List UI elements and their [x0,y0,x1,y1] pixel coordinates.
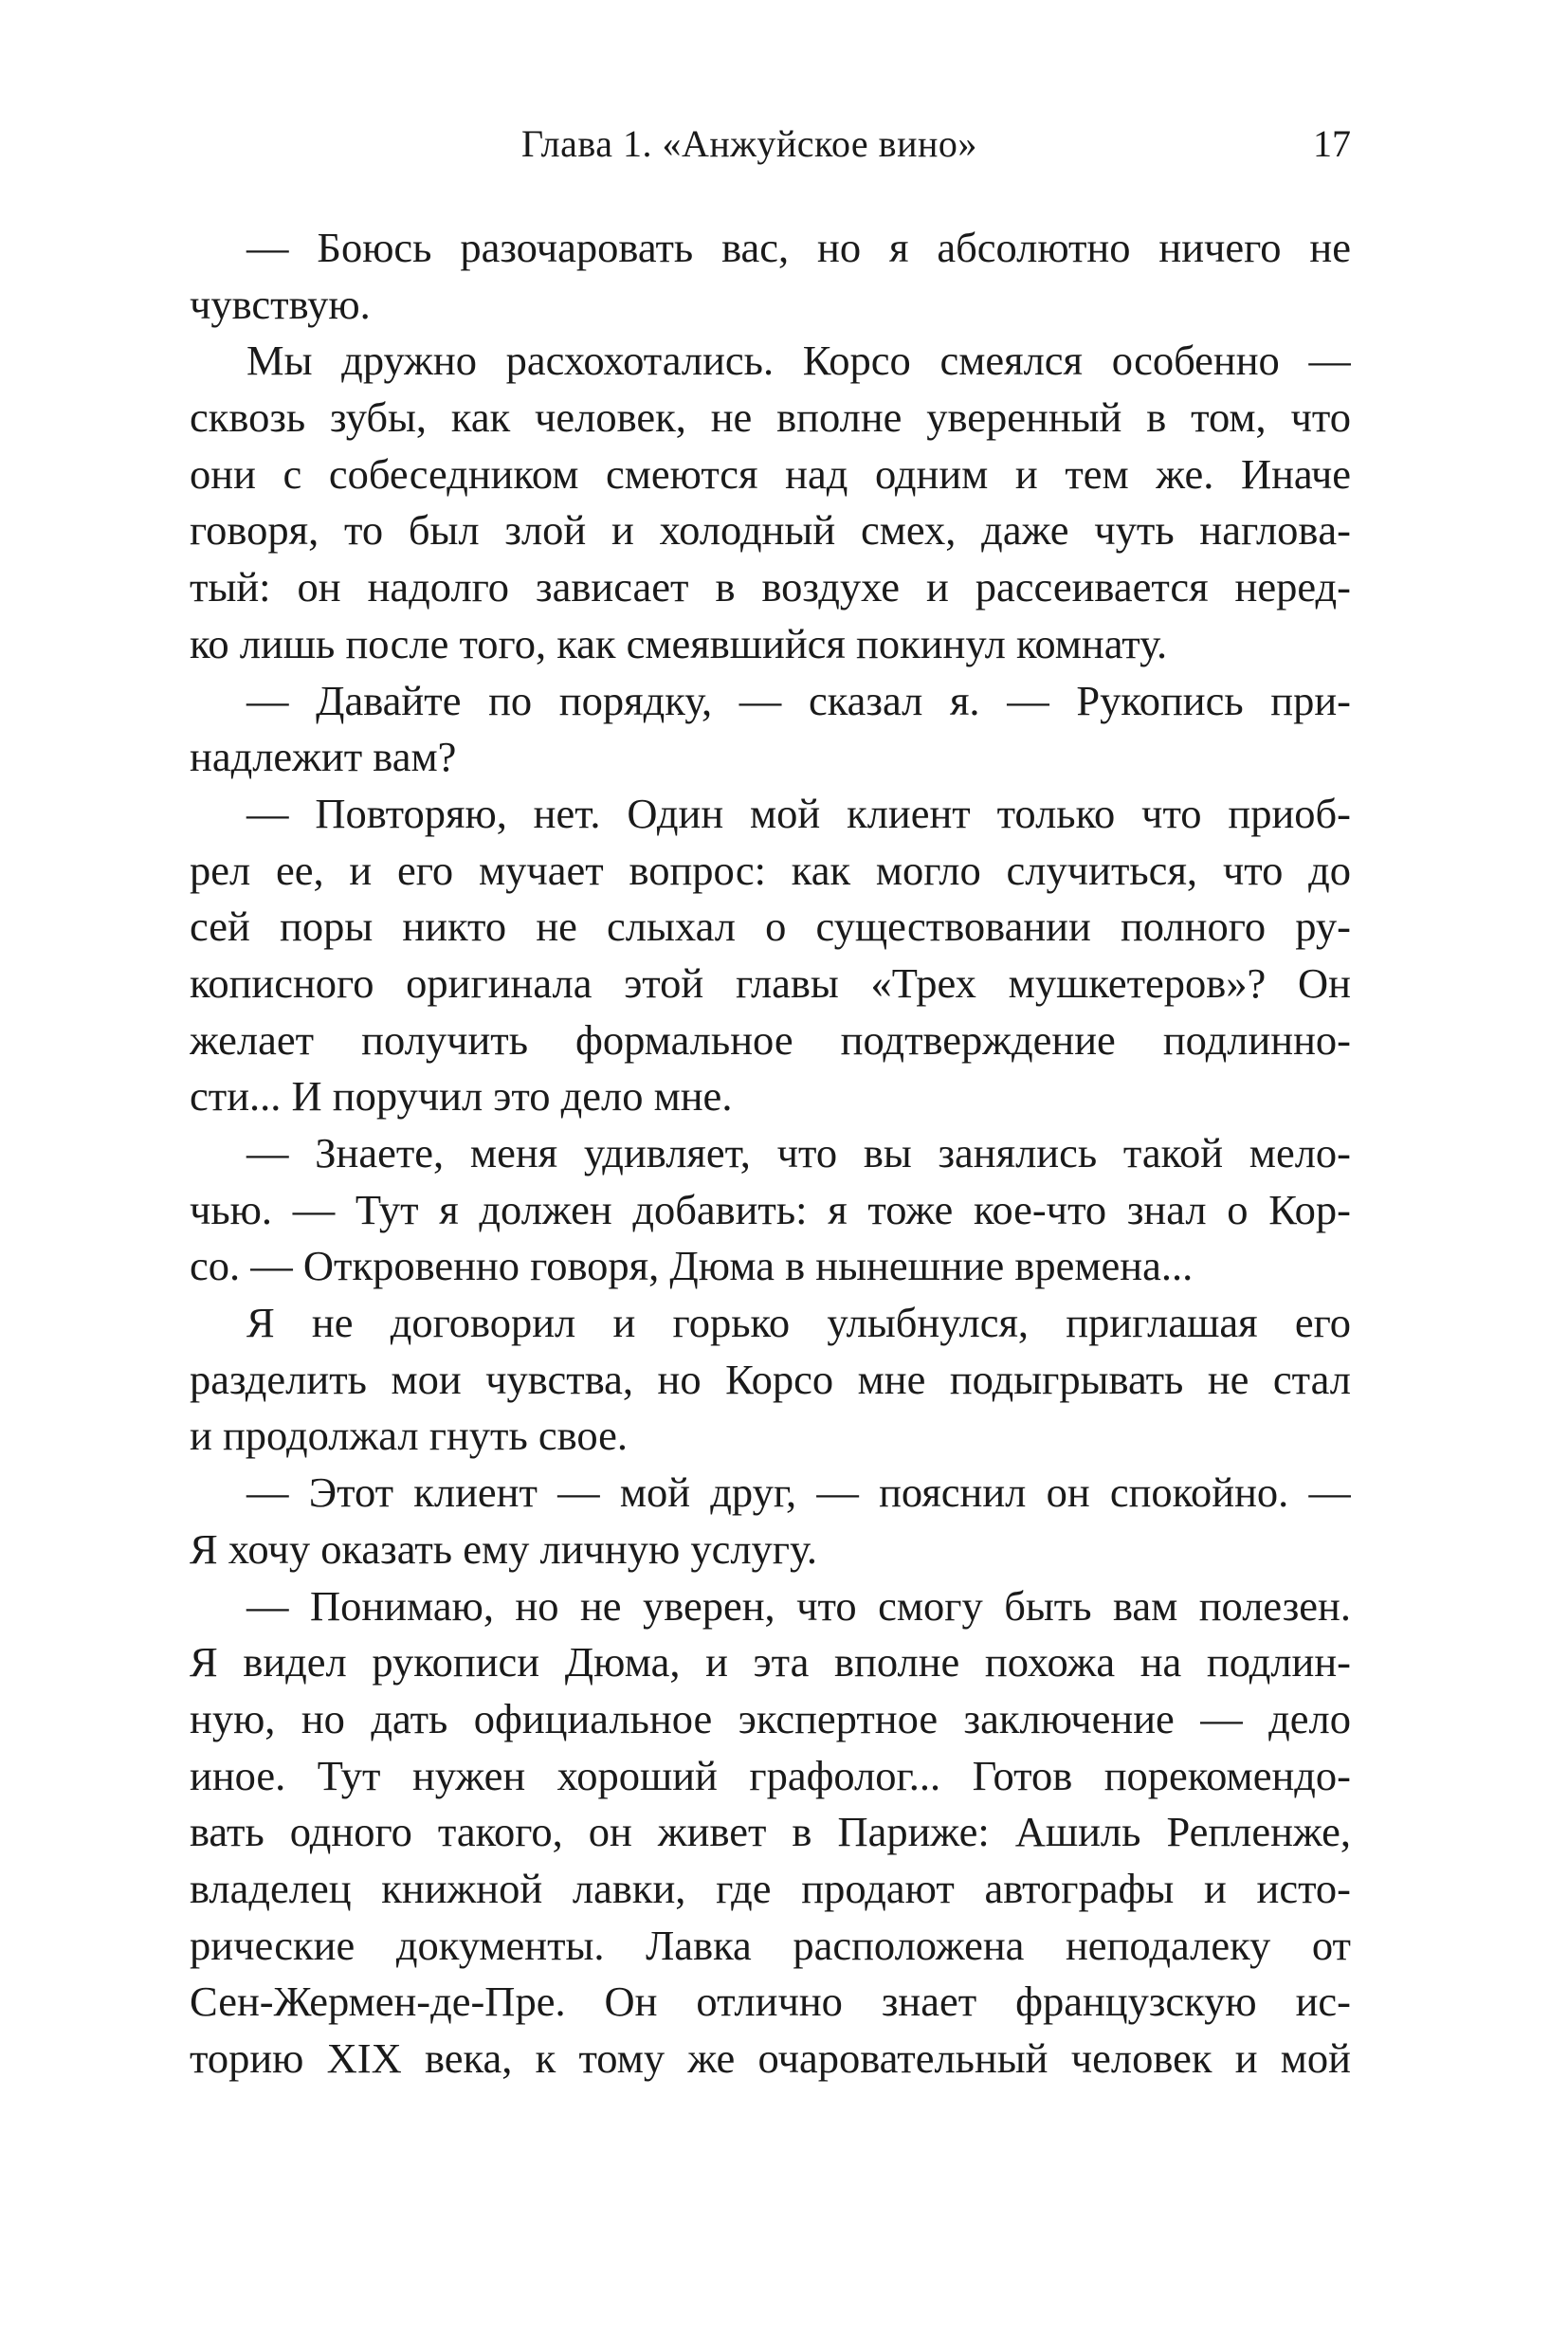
text-line: — Знаете, меня удивляет, что вы занялись такой мело- [246,1129,1351,1176]
text-line: и продолжал гнуть свое. [190,1412,629,1460]
text-line: надлежит вам? [190,733,457,781]
text-line: сей поры никто не слыхал о существовании полного ру- [190,903,1351,951]
text-line: Я хочу оказать ему личную услугу. [190,1524,817,1573]
text-line: рические документы. Лавка расположена неподалеку от [190,1921,1351,1969]
text-line: ную, но дать официальное экспертное заключение — дело [190,1694,1351,1742]
text-line: — Давайте по порядку, — сказал я. — Рукопись при- [246,676,1351,724]
text-line: иное. Тут нужен хороший графолог... Готов порекомендо- [190,1751,1351,1799]
text-line: сти... И поручил это дело мне. [190,1072,733,1121]
text-line: — Понимаю, но не уверен, что смогу быть вам полезен. [246,1581,1351,1630]
text-line: сквозь зубы, как человек, не вполне уверенный в том, что [190,393,1351,442]
text-line: со. — Откровенно говоря, Дюма в нынешние времена... [190,1242,1194,1290]
text-line: — Повторяю, нет. Один мой клиент только что приоб- [246,789,1351,837]
text-line: они с собеседником смеются над одним и тем же. Иначе [190,449,1351,498]
text-line: чувствую. [190,280,371,328]
text-line: вать одного такого, он живет в Париже: Ашиль Репленже, [190,1808,1351,1856]
text-line: желает получить формальное подтверждение подлинно- [190,1015,1351,1064]
text-line: тый: он надолго зависает в воздухе и рассеивается неред- [190,563,1351,611]
text-line: ко лишь после того, как смеявшийся покинул комнату. [190,619,1168,667]
text-line: говоря, то был злой и холодный смех, даже чуть нагловa- [190,506,1351,555]
chapter-title: Глава 1. «Анжуйское вино» [521,122,977,165]
page-number: 17 [1313,122,1351,165]
running-header [190,121,1351,178]
text-line: владелец книжной лавки, где продают автографы и исто- [190,1864,1351,1912]
text-line: Сен-Жермен-де-Пре. Он отлично знает французскую ис- [190,1978,1351,2026]
text-line: кописного оригинала этой главы «Трех мушкетеров»? Он [190,958,1351,1007]
text-line: — Этот клиент — мой друг, — пояснил он спокойно. — [246,1468,1351,1517]
text-line: Мы дружно расхохотались. Корсо смеялся особенно — [246,337,1351,385]
text-line: чью. — Тут я должен добавить: я тоже кое-что знал о Кор- [190,1185,1351,1233]
text-line: Я видел рукописи Дюма, и эта вполне похожа на подлин- [190,1638,1351,1687]
text-line: разделить мои чувства, но Корсо мне подыгрывать не стал [190,1355,1351,1403]
body-text [190,220,1351,2088]
text-line: — Боюсь разочаровать вас, но я абсолютно ничего не [246,224,1351,271]
text-line: Я не договорил и горько улыбнулся, приглашая его [246,1299,1351,1347]
text-line: торию XIX века, к тому же очаровательный человек и мой [190,2034,1351,2082]
text-line: рел ее, и его мучает вопрос: как могло случиться, что до [190,846,1351,894]
